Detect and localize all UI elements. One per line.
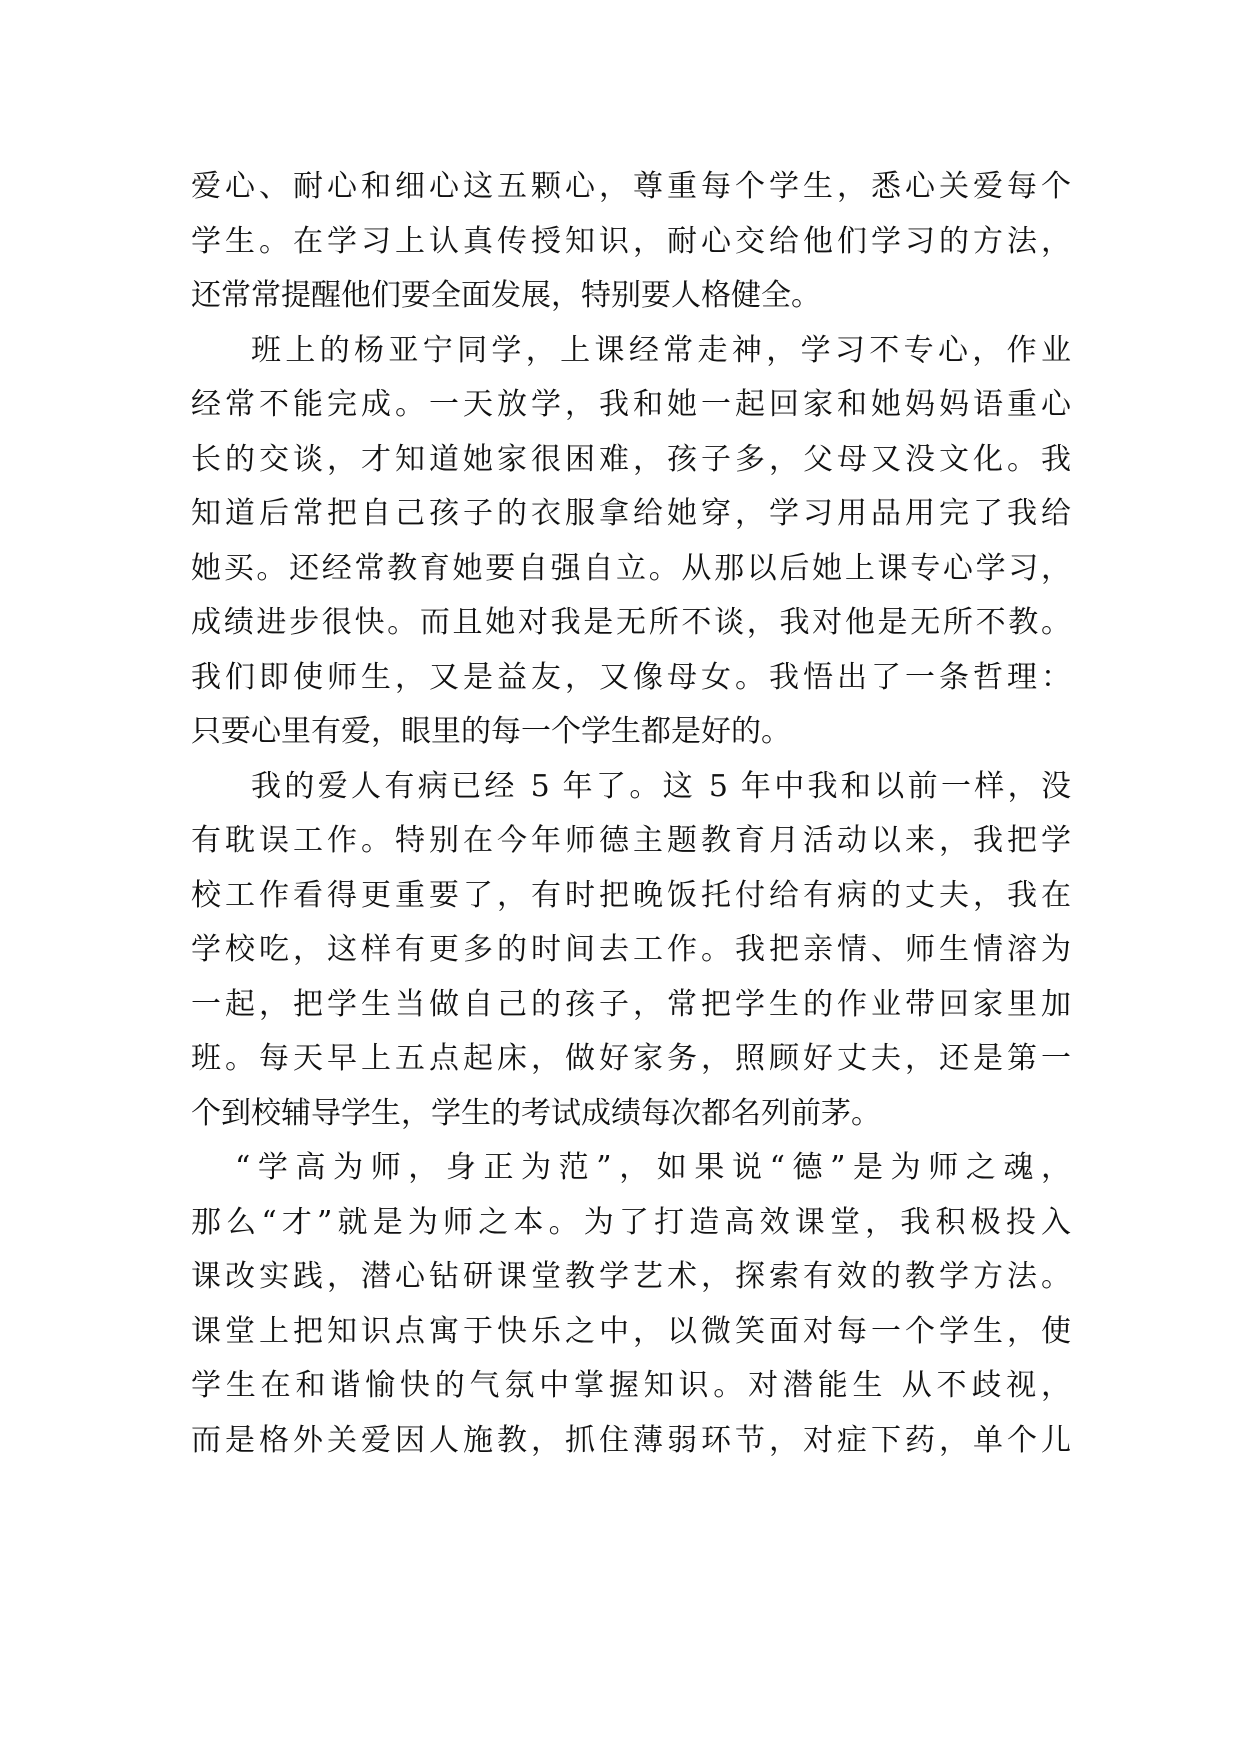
text-line: 个到校辅导学生，学生的考试成绩每次都名列前茅。 <box>191 1095 881 1131</box>
text-line: 学生。在学习上认真传授知识，耐心交给他们学习的方法， <box>191 223 1071 259</box>
text-line: 还常常提醒他们要全面发展，特别要人格健全。 <box>191 278 821 313</box>
text-line: 课改实践，潜心钻研课堂教学艺术，探索有效的教学方法。 <box>191 1259 1071 1294</box>
text-line: 一起，把学生当做自己的孩子，常把学生的作业带回家里加 <box>191 986 1071 1022</box>
text-line: 而是格外关爱因人施教，抓住薄弱环节，对症下药，单个儿 <box>191 1422 1071 1458</box>
text-line: 只要心里有爱，眼里的每一个学生都是好的。 <box>191 714 791 749</box>
text-line: 班上的杨亚宁同学，上课经常走神，学习不专心，作业 <box>251 332 1071 368</box>
text-line: 班。每天早上五点起床，做好家务，照顾好丈夫，还是第一 <box>191 1041 1071 1076</box>
text-line: 学校吃，这样有更多的时间去工作。我把亲情、师生情溶为 <box>191 932 1071 967</box>
text-line: 那么“才”就是为师之本。为了打造高效课堂，我积极投入 <box>191 1204 1071 1240</box>
text-line: 知道后常把自己孩子的衣服拿给她穿，学习用品用完了我给 <box>191 496 1071 531</box>
body-text <box>191 160 1071 1468</box>
text-line: 课堂上把知识点寓于快乐之中，以微笑面对每一个学生，使 <box>191 1313 1071 1349</box>
text-line: “学高为师，身正为范”，如果说“德”是为师之魂， <box>235 1150 1071 1185</box>
text-line: 经常不能完成。一天放学，我和她一起回家和她妈妈语重心 <box>191 387 1071 422</box>
text-line: 学生在和谐愉快的气氛中掌握知识。对潜能生 从不歧视， <box>191 1368 1071 1403</box>
text-line: 爱心、耐心和细心这五颗心，尊重每个学生，悉心关爱每个 <box>191 169 1071 204</box>
text-line: 成绩进步很快。而且她对我是无所不谈，我对他是无所不教。 <box>191 605 1071 640</box>
text-line: 有耽误工作。特别在今年师德主题教育月活动以来，我把学 <box>191 823 1071 858</box>
text-line: 校工作看得更重要了，有时把晚饭托付给有病的丈夫，我在 <box>191 877 1071 913</box>
text-line: 我的爱人有病已经 5 年了。这 5 年中我和以前一样，没 <box>251 768 1071 804</box>
text-line: 她买。还经常教育她要自强自立。从那以后她上课专心学习， <box>191 550 1071 586</box>
text-line: 长的交谈，才知道她家很困难，孩子多，父母又没文化。我 <box>191 441 1071 477</box>
text-line: 我们即使师生，又是益友，又像母女。我悟出了一条哲理： <box>191 659 1071 695</box>
